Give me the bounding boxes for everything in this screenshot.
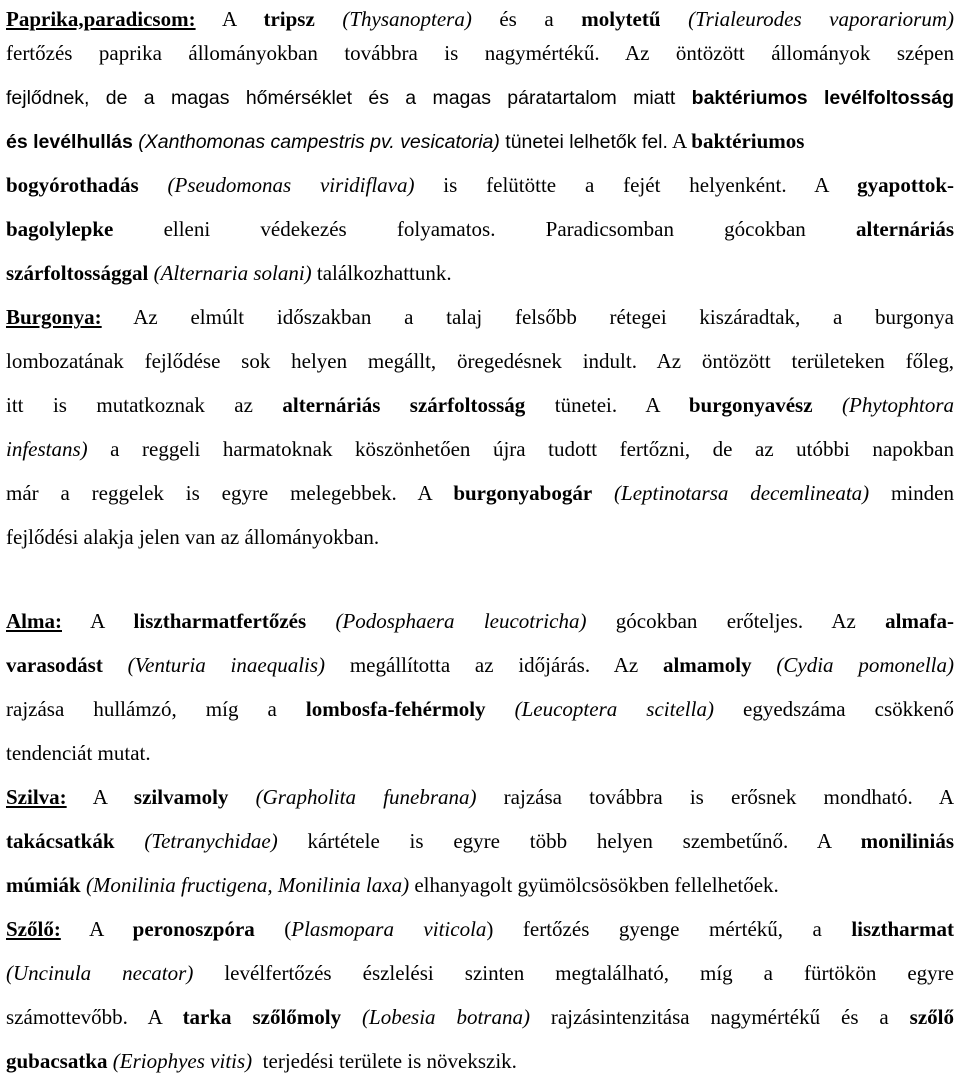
text-run: rajzása továbbra is erősnek mondható. A [476, 785, 954, 809]
section-heading: Szőlő: [6, 917, 61, 941]
text-run: múmiák [6, 873, 81, 897]
text-line [6, 910, 954, 948]
text-run [592, 481, 614, 505]
text-run: A [195, 7, 264, 31]
section-heading: Paprika,paradicsom: [6, 7, 196, 31]
text-run: gyapottok- [857, 173, 954, 197]
text-line [6, 34, 954, 72]
text-run: (Lobesia botrana) [362, 1005, 530, 1029]
text-run [103, 653, 128, 677]
text-run: tripsz [263, 7, 315, 31]
text-run: kártétele is egyre több helyen szembetűnő. A [277, 829, 861, 853]
text-run: lisztharmatfertőzés [133, 609, 307, 633]
text-run: (Thysanoptera) [342, 7, 472, 31]
text-run: A [66, 785, 134, 809]
text-run: itt is mutatkoznak az [6, 393, 283, 417]
text-run: is felütötte a fejét helyenként. A [414, 173, 858, 197]
text-run: (Monilinia fructigena, Monilinia laxa) [85, 873, 410, 897]
text-line [6, 954, 954, 992]
text-run: Az elmúlt időszakban a talaj felsőbb rétegei kiszáradtak, a burgonya [101, 305, 954, 329]
text-run: minden [869, 481, 954, 505]
text-run: elleni védekezés folyamatos. Paradicsomban gócokban [113, 217, 857, 241]
text-run: (Trialeurodes vaporariorum) [688, 7, 954, 31]
text-run: találkozhattunk. [311, 261, 452, 285]
text-line [6, 166, 954, 204]
text-run [341, 1005, 362, 1029]
text-line [6, 122, 954, 160]
text-run: (Grapholita funebrana) [255, 785, 477, 809]
text-line [6, 690, 954, 728]
text-run [228, 785, 255, 809]
text-line [6, 778, 954, 816]
text-run: (Venturia inaequalis) [127, 653, 326, 677]
text-run: (Eriophyes vitis) [112, 1049, 253, 1073]
text-line [6, 734, 954, 772]
text-run [306, 609, 335, 633]
text-line [6, 998, 954, 1036]
text-run: fejlődnek, de a magas hőmérséklet és a magas páratartalom miatt [6, 87, 692, 109]
text-run: alternáriás szárfoltosság [282, 393, 526, 417]
text-run: rajzásintenzitása nagymértékű és a [529, 1005, 910, 1029]
text-run: A [667, 129, 692, 153]
text-line [6, 602, 954, 640]
text-run: (Uncinula necator) [6, 961, 194, 985]
text-line [6, 822, 954, 860]
text-run: fejlődési alakja jelen van az állományokban. [6, 525, 380, 549]
section-heading: Burgonya: [6, 305, 102, 329]
text-run: almamoly [662, 653, 752, 677]
text-run: rajzása hullámzó, míg a [6, 697, 306, 721]
text-run [752, 653, 777, 677]
text-run: a reggeli harmatoknak köszönhetően újra tudott fertőzni, de az utóbbi napokban [87, 437, 954, 461]
text-run: már a reggelek is egyre melegebbek. A [6, 481, 454, 505]
text-run: tendenciát mutat. [6, 741, 151, 765]
text-run: (Podosphaera leucotricha) [335, 609, 587, 633]
text-run: burgonyavész [688, 393, 813, 417]
text-run: szilvamoly [133, 785, 229, 809]
text-line [6, 866, 954, 904]
section-heading: Alma: [6, 609, 62, 633]
text-run: egyedszáma csökkenő [713, 697, 954, 721]
text-run: gócokban erőteljes. Az [586, 609, 886, 633]
text-run: és levélhullás [6, 131, 133, 153]
text-line [6, 254, 954, 292]
text-run: A [60, 917, 133, 941]
text-run: peronoszpóra [132, 917, 255, 941]
text-run: bagolylepke [6, 217, 114, 241]
text-run: infestans) [6, 437, 88, 461]
text-line [6, 210, 954, 248]
text-run: baktériumos [691, 129, 805, 153]
text-line [6, 342, 954, 380]
text-run: és a [471, 7, 582, 31]
text-line [6, 430, 954, 468]
text-run: fertőzés paprika állományokban továbbra is nagymértékű. Az öntözött állományok szépen [6, 41, 954, 65]
text-line [6, 0, 954, 38]
text-run: molytetű [581, 7, 661, 31]
text-run: szőlő [909, 1005, 954, 1029]
text-run: gubacsatka [6, 1049, 108, 1073]
text-line [6, 78, 954, 116]
text-run: ( [254, 917, 292, 941]
text-run: (Pseudomonas viridiflava) [167, 173, 415, 197]
text-run: szárfoltossággal [6, 261, 149, 285]
text-run: tünetei. A [525, 393, 689, 417]
text-line [6, 1042, 954, 1080]
text-run [315, 7, 343, 31]
text-line [6, 298, 954, 336]
text-run: Plasmopara viticola [291, 917, 487, 941]
text-run: levélfertőzés észlelési szinten megtalálható, míg a fürtökön egyre [193, 961, 954, 985]
text-run: (Alternaria solani) [153, 261, 312, 285]
text-run: (Cydia pomonella) [776, 653, 954, 677]
text-run: terjedési területe is növekszik. [252, 1049, 517, 1073]
text-run: tarka szőlőmoly [182, 1005, 342, 1029]
text-run: lombozatának fejlődése sok helyen megállt, öregedésnek indult. Az öntözött területeken főleg, [6, 349, 954, 373]
text-run [139, 173, 168, 197]
text-run: lisztharmat [851, 917, 954, 941]
text-run: almafa- [885, 609, 954, 633]
text-run: (Tetranychidae) [144, 829, 278, 853]
text-run: baktériumos levélfoltosság [691, 87, 954, 109]
text-run: megállította az időjárás. Az [325, 653, 663, 677]
text-run [115, 829, 145, 853]
text-line [6, 518, 954, 556]
text-run: ) fertőzés gyenge mértékű, a [486, 917, 852, 941]
section-heading: Szilva: [6, 785, 67, 809]
text-run [813, 393, 842, 417]
text-run: (Leucoptera scitella) [514, 697, 714, 721]
text-run: számottevőbb. A [6, 1005, 183, 1029]
text-run: moniliniás [860, 829, 954, 853]
text-run: (Leptinotarsa decemlineata) [614, 481, 870, 505]
text-run: (Phytophtora [842, 393, 954, 417]
text-line [6, 474, 954, 512]
text-line [6, 386, 954, 424]
text-run: elhanyagolt gyümölcsösökben fellelhetőek. [409, 873, 779, 897]
text-run: tünetei lelhetők fel. [499, 131, 668, 153]
text-run: (Xanthomonas campestris pv. vesicatoria) [138, 131, 500, 153]
text-run: lombosfa-fehérmoly [305, 697, 486, 721]
text-run [661, 7, 689, 31]
text-run: alternáriás [856, 217, 954, 241]
text-run: burgonyabogár [453, 481, 593, 505]
text-run: bogyórothadás [6, 173, 139, 197]
text-line [6, 646, 954, 684]
text-run: varasodást [6, 653, 103, 677]
text-run [486, 697, 515, 721]
text-run: takácsatkák [6, 829, 115, 853]
text-run: A [62, 609, 134, 633]
